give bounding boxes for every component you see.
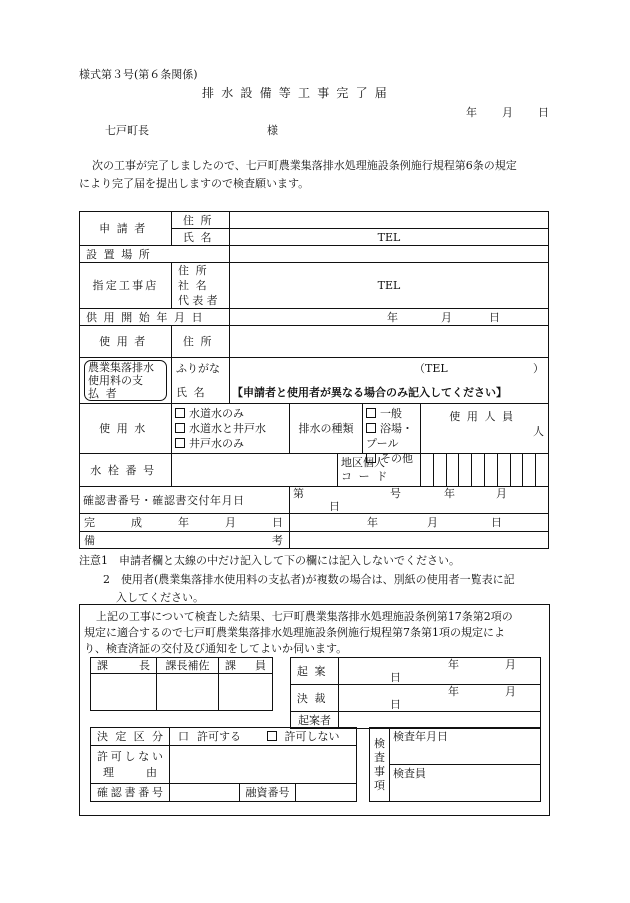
cert-no-field[interactable] (170, 784, 240, 802)
completion-day: 日 (491, 516, 502, 529)
checkbox-icon[interactable] (366, 408, 376, 418)
decision-label: 決裁 (291, 685, 339, 712)
checkbox-icon[interactable] (175, 408, 185, 418)
checkbox-icon[interactable] (267, 731, 277, 741)
remarks-label: 備考 (80, 532, 290, 549)
applicant-address-field[interactable] (230, 212, 549, 229)
decision-table (90, 727, 357, 802)
permit-option[interactable]: 口 許可する (178, 730, 241, 743)
water-option-3[interactable]: 井戸水のみ (175, 436, 286, 451)
users-count-field[interactable] (421, 404, 549, 454)
service-start-field[interactable] (230, 309, 549, 326)
approver-staff: 課員 (219, 658, 273, 674)
drafter-label: 起案者 (291, 712, 339, 729)
user-address-field[interactable] (230, 326, 549, 358)
decision-type-field[interactable] (170, 728, 357, 746)
cert-month: 月 (496, 487, 507, 500)
applicant-tel: TEL (377, 230, 401, 244)
loan-no-label: 融資番号 (240, 784, 296, 802)
inspection-label: 検査事項 (370, 728, 390, 802)
page-title: 排水設備等工事完了届 (202, 86, 395, 100)
payer-name-label: 氏名 (176, 385, 212, 399)
note-1: 注意1 申請者欄と太線の中だけ記入して下の欄には記入しないでください。 (79, 554, 460, 567)
applicant-label: 申請者 (80, 212, 172, 246)
user-label: 使用者 (80, 326, 172, 358)
cert-no-prefix: 第 (293, 487, 304, 500)
remarks-field[interactable] (290, 532, 549, 549)
contractor-tel: TEL (377, 279, 401, 292)
service-start-day: 日 (489, 310, 500, 324)
cert-day: 日 (329, 500, 340, 513)
applicant-name-field[interactable] (230, 229, 549, 246)
water-option-2[interactable]: 水道水と井戸水 (175, 421, 286, 436)
contractor-label: 指定工事店 (80, 263, 172, 309)
decision-date-field[interactable]: 年 月日 (339, 685, 541, 712)
contractor-address-label: 住所 (178, 264, 214, 277)
install-location-label: 設置場所 (80, 246, 230, 263)
cert-no-suffix: 号 (390, 487, 401, 500)
form-number: 様式第３号(第６条関係) (79, 68, 198, 81)
draft-date-field[interactable]: 年 月日 (339, 658, 541, 685)
intro-line-1: 次の工事が完了しましたので、七戸町農業集落排水処理施設条例施行規程第6条の規定 (92, 159, 517, 172)
inspector-label[interactable]: 検査員 (390, 765, 541, 802)
drain-type-label: 排水の種類 (290, 404, 363, 453)
completion-label: 完成年月日 (80, 514, 290, 532)
inspection-date-label[interactable]: 検査年月日 (390, 728, 541, 765)
addressee-honorific: 様 (267, 124, 278, 137)
water-option-1[interactable]: 水道水のみ (175, 406, 286, 421)
approvers-table (90, 657, 273, 711)
install-location-field[interactable] (230, 246, 549, 263)
payer-label-1: 農業集落排水 (88, 361, 154, 374)
approver-chief: 課長 (91, 658, 157, 674)
date-day: 日 (538, 106, 549, 119)
payer-field[interactable] (230, 358, 549, 404)
cert-year: 年 (444, 487, 455, 500)
payer-tel-open: （TEL (414, 361, 448, 375)
payer-note: 【申請者と使用者が異なる場合のみ記入してください】 (232, 385, 507, 399)
drain-option-3[interactable]: その他 (366, 451, 420, 466)
cert-label: 確認書番号・確認書交付年月日 (80, 487, 290, 514)
reason-label-1: 許可しない (97, 749, 163, 763)
applicant-name-label: 氏名 (172, 229, 230, 246)
users-count-label: 使用人員 (449, 410, 520, 423)
office-text-2: 規定に適合するので七戸町農業集落排水処理施設条例施行規程第7条第1項の規定によ (84, 626, 505, 639)
office-text-1: 上記の工事について検査した結果、七戸町農業集落排水処理施設条例第17条第2項の (96, 610, 513, 623)
addressee-name: 七戸町長 (105, 124, 149, 137)
meter-field[interactable] (172, 454, 338, 487)
code-label-2: コード (341, 470, 394, 483)
payer-furigana-label: ふりがな (176, 361, 220, 375)
office-text-3: り、検査済証の交付及び通知をしてよいか伺います。 (84, 642, 348, 655)
date-month: 月 (502, 106, 513, 119)
draft-table (290, 657, 541, 729)
service-start-year: 年 (387, 310, 398, 324)
staff-stamp[interactable] (219, 674, 273, 711)
cert-no-label: 確認書番号 (91, 784, 170, 802)
applicant-address-label: 住所 (172, 212, 230, 229)
code-label-1: 地区個人 (341, 456, 385, 469)
payer-label-3: 払者 (88, 387, 124, 400)
completion-month: 月 (427, 516, 438, 529)
payer-label-2: 使用料の支 (88, 374, 143, 387)
loan-no-field[interactable] (296, 784, 357, 802)
checkbox-icon[interactable] (175, 438, 185, 448)
deny-option[interactable]: 許可しない (267, 730, 340, 743)
draft-label: 起案 (291, 658, 339, 685)
application-table (79, 211, 549, 549)
meter-label: 水栓番号 (80, 454, 172, 487)
deputy-stamp[interactable] (157, 674, 219, 711)
approver-deputy: 課長補佐 (157, 658, 219, 674)
code-field[interactable] (421, 454, 549, 487)
reason-label-2: 理由 (103, 765, 157, 779)
date-year: 年 (466, 106, 477, 119)
drafter-field[interactable] (339, 712, 541, 729)
note-2-cont: 入してください。 (116, 591, 204, 604)
checkbox-icon[interactable] (175, 423, 185, 433)
payer-tel-close: ） (533, 361, 544, 375)
completion-year: 年 (367, 516, 378, 529)
checkbox-icon[interactable] (366, 423, 376, 433)
inspection-table (369, 727, 541, 802)
drain-option-1[interactable]: 一般 (366, 406, 420, 421)
service-start-month: 月 (441, 310, 452, 324)
contractor-field[interactable] (230, 263, 549, 309)
chief-stamp[interactable] (91, 674, 157, 711)
drain-option-2[interactable]: 浴場・プール (366, 422, 413, 450)
service-start-label: 供用開始年月日 (80, 309, 230, 326)
user-address-label: 住所 (172, 326, 230, 358)
users-count-unit: 人 (533, 425, 544, 438)
cert-field[interactable] (290, 487, 549, 514)
intro-line-2: により完了届を提出しますので検査願います。 (79, 177, 310, 190)
decision-type-label: 決定区分 (91, 728, 170, 746)
completion-field[interactable] (290, 514, 549, 532)
contractor-rep-label: 代表者 (178, 294, 221, 307)
contractor-company-label: 社名 (178, 279, 214, 292)
water-label: 使用水 (80, 404, 172, 454)
reason-field[interactable] (170, 746, 357, 784)
note-2: 2 使用者(農業集落排水使用料の支払者)が複数の場合は、別紙の使用者一覧表に記 (103, 573, 515, 586)
